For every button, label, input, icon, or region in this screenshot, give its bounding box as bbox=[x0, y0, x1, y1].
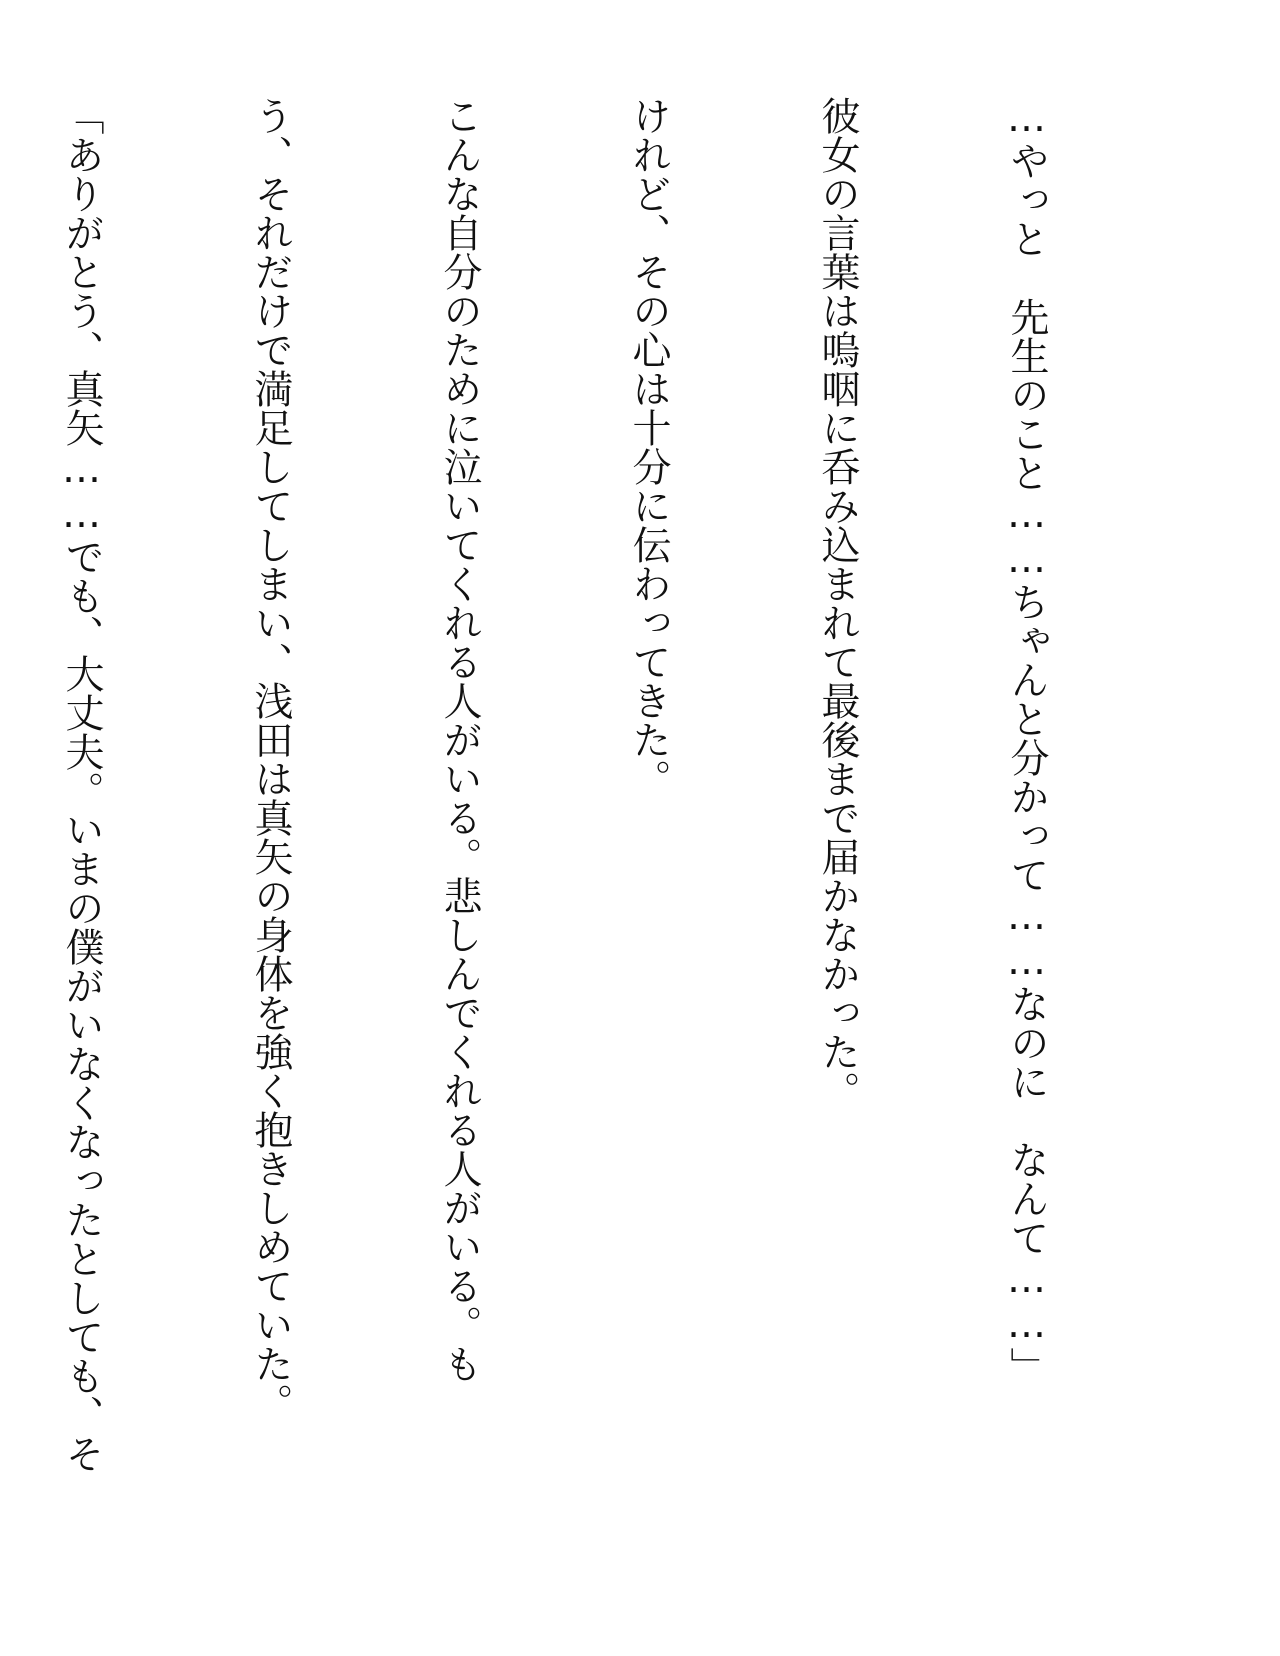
text-line: 彼女の言葉は嗚咽に呑み込まれて最後まで届かなかった。 bbox=[815, 96, 860, 1110]
text-line: けれど、その心は十分に伝わってきた。 bbox=[626, 96, 671, 798]
text-line: 「ありがとう、真矢……でも、大丈夫。いまの僕がいなくなったとしても、そ bbox=[59, 96, 104, 1473]
text-line: こんな自分のために泣いてくれる人がいる。悲しんでくれる人がいる。も bbox=[437, 96, 482, 1383]
vertical-text-body bbox=[0, 96, 1184, 1596]
text-line: う、それだけで満足してしまい、浅田は真矢の身体を強く抱きしめていた。 bbox=[248, 96, 293, 1422]
text-line: …やっと 先生のこと……ちゃんと分かって……なのに なんて……」 bbox=[1004, 96, 1049, 1386]
